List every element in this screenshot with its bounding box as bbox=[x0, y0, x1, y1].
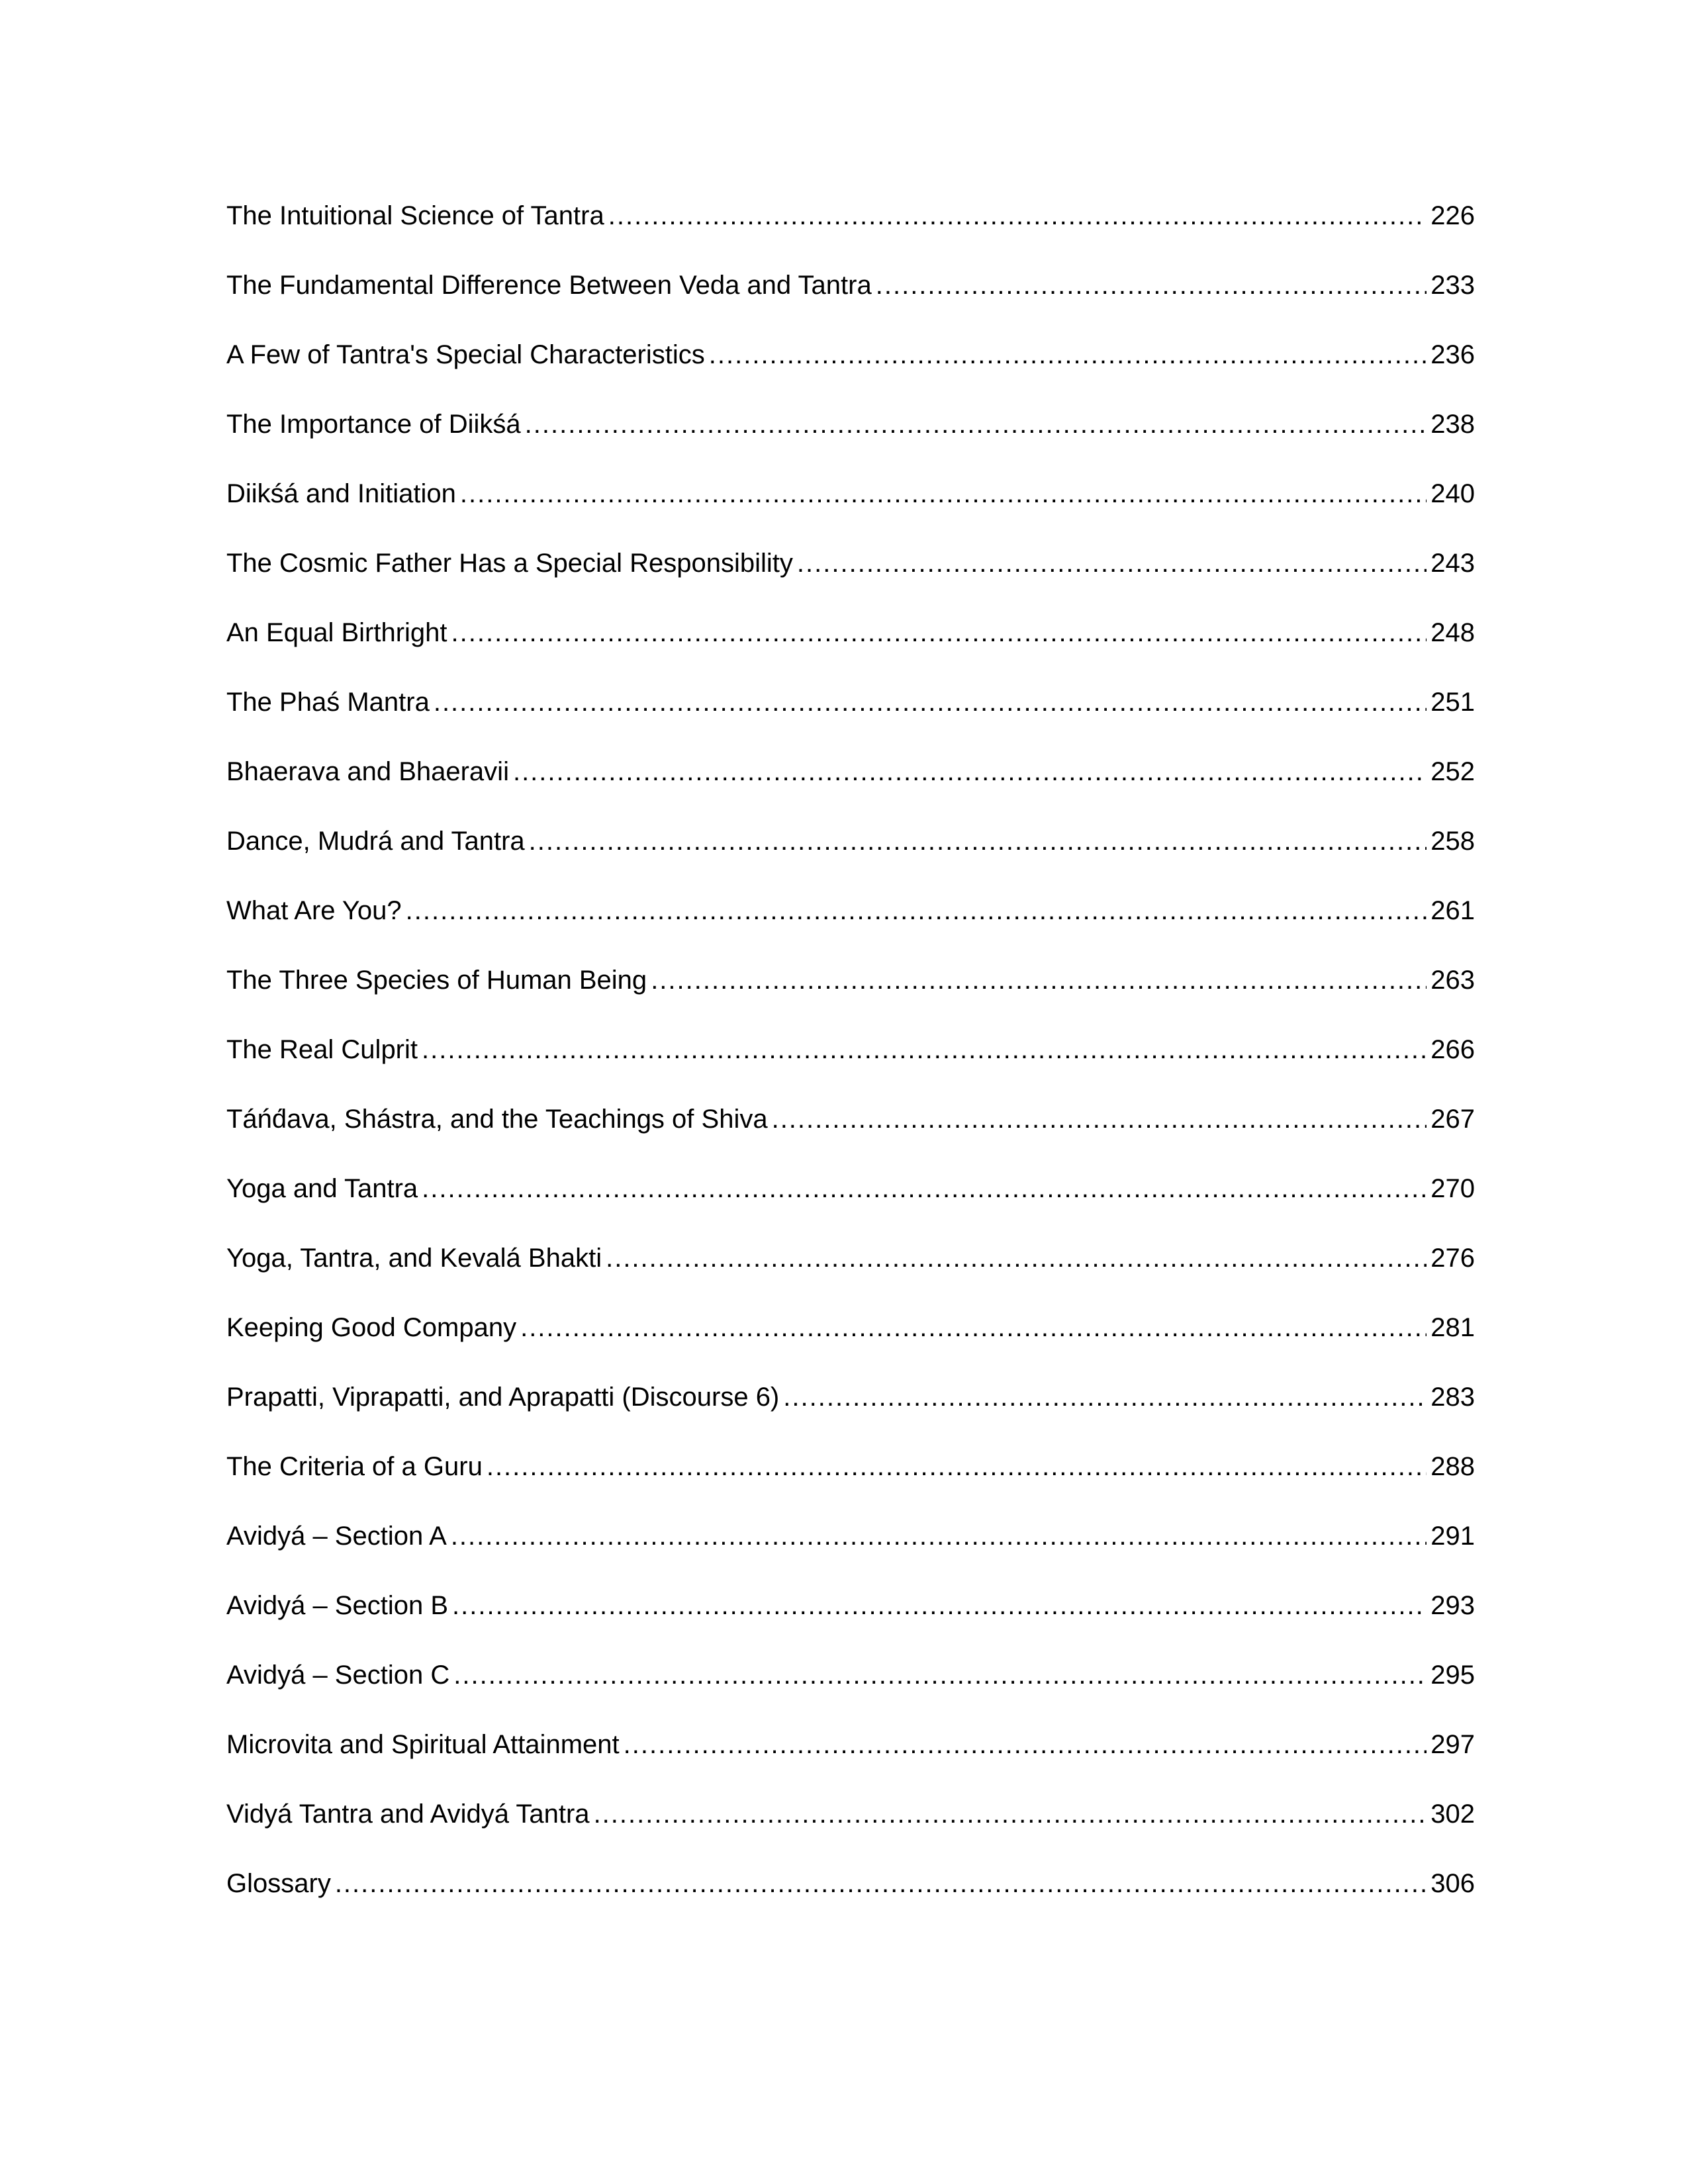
dot-leader bbox=[513, 752, 1427, 792]
toc-entry-page-number: 281 bbox=[1430, 1313, 1475, 1342]
toc-entry-page-number: 306 bbox=[1430, 1869, 1475, 1898]
toc-entry-title[interactable]: The Fundamental Difference Between Veda and Tantra bbox=[226, 271, 872, 300]
toc-entry-title[interactable]: Avidyá – Section C bbox=[226, 1661, 450, 1690]
dot-leader bbox=[451, 613, 1427, 653]
toc-entry-page-number: 263 bbox=[1430, 966, 1475, 995]
toc-entry[interactable] bbox=[226, 335, 1475, 404]
toc-entry-page-number: 291 bbox=[1430, 1522, 1475, 1551]
toc-entry-title[interactable]: Avidyá – Section B bbox=[226, 1591, 449, 1620]
dot-leader bbox=[520, 1308, 1427, 1347]
toc-entry-title[interactable]: Diikśá and Initiation bbox=[226, 479, 456, 508]
toc-entry-page-number: 248 bbox=[1430, 618, 1475, 647]
toc-entry[interactable] bbox=[226, 265, 1475, 335]
toc-entry-title[interactable]: Bhaerava and Bhaeravii bbox=[226, 757, 509, 786]
dot-leader bbox=[606, 1238, 1427, 1278]
toc-entry[interactable] bbox=[226, 196, 1475, 265]
toc-entry-title[interactable]: What Are You? bbox=[226, 896, 402, 925]
dot-leader bbox=[434, 682, 1427, 722]
toc-entry-title[interactable]: Microvita and Spiritual Attainment bbox=[226, 1730, 620, 1759]
toc-entry[interactable] bbox=[226, 1030, 1475, 1099]
table-of-contents bbox=[226, 196, 1475, 1933]
toc-entry-title[interactable]: The Real Culprit bbox=[226, 1035, 418, 1064]
dot-leader bbox=[422, 1030, 1427, 1069]
toc-entry[interactable] bbox=[226, 752, 1475, 821]
toc-entry-page-number: 258 bbox=[1430, 827, 1475, 856]
dot-leader bbox=[529, 821, 1427, 861]
toc-entry-title[interactable]: Táńd́ava, Shástra, and the Teachings of Shiva bbox=[226, 1105, 768, 1134]
toc-entry[interactable] bbox=[226, 682, 1475, 752]
toc-entry-page-number: 236 bbox=[1430, 340, 1475, 369]
toc-entry-page-number: 238 bbox=[1430, 410, 1475, 439]
dot-leader bbox=[422, 1169, 1427, 1208]
toc-entry-title[interactable]: Yoga and Tantra bbox=[226, 1174, 418, 1203]
dot-leader bbox=[651, 960, 1427, 1000]
toc-entry-title[interactable]: A Few of Tantra's Special Characteristics bbox=[226, 340, 705, 369]
toc-entry[interactable] bbox=[226, 821, 1475, 891]
toc-entry-page-number: 270 bbox=[1430, 1174, 1475, 1203]
dot-leader bbox=[594, 1794, 1427, 1834]
toc-entry[interactable] bbox=[226, 891, 1475, 960]
toc-entry[interactable] bbox=[226, 1586, 1475, 1655]
dot-leader bbox=[453, 1655, 1427, 1695]
toc-entry[interactable] bbox=[226, 1794, 1475, 1864]
toc-entry[interactable] bbox=[226, 1238, 1475, 1308]
toc-entry[interactable] bbox=[226, 1516, 1475, 1586]
toc-entry[interactable] bbox=[226, 1377, 1475, 1447]
dot-leader bbox=[487, 1447, 1427, 1486]
toc-entry-page-number: 283 bbox=[1430, 1383, 1475, 1412]
dot-leader bbox=[335, 1864, 1427, 1903]
dot-leader bbox=[624, 1725, 1427, 1764]
toc-entry-page-number: 288 bbox=[1430, 1452, 1475, 1481]
toc-entry-page-number: 243 bbox=[1430, 549, 1475, 578]
dot-leader bbox=[772, 1099, 1427, 1139]
toc-entry[interactable] bbox=[226, 1725, 1475, 1794]
toc-entry-page-number: 295 bbox=[1430, 1661, 1475, 1690]
toc-entry-title[interactable]: Prapatti, Viprapatti, and Aprapatti (Discourse 6) bbox=[226, 1383, 780, 1412]
dot-leader bbox=[406, 891, 1427, 931]
dot-leader bbox=[451, 1516, 1427, 1556]
toc-entry-title[interactable]: The Phaś Mantra bbox=[226, 688, 430, 717]
toc-entry-page-number: 226 bbox=[1430, 201, 1475, 230]
toc-entry-page-number: 252 bbox=[1430, 757, 1475, 786]
toc-entry-page-number: 302 bbox=[1430, 1799, 1475, 1829]
toc-entry-page-number: 240 bbox=[1430, 479, 1475, 508]
toc-entry-page-number: 261 bbox=[1430, 896, 1475, 925]
dot-leader bbox=[876, 265, 1427, 305]
toc-entry-page-number: 267 bbox=[1430, 1105, 1475, 1134]
dot-leader bbox=[460, 474, 1427, 514]
dot-leader bbox=[783, 1377, 1427, 1417]
toc-entry-title[interactable]: Glossary bbox=[226, 1869, 331, 1898]
toc-entry-page-number: 266 bbox=[1430, 1035, 1475, 1064]
toc-entry[interactable] bbox=[226, 1169, 1475, 1238]
toc-entry-title[interactable]: The Criteria of a Guru bbox=[226, 1452, 483, 1481]
dot-leader bbox=[525, 404, 1427, 444]
toc-entry-page-number: 251 bbox=[1430, 688, 1475, 717]
toc-entry[interactable] bbox=[226, 404, 1475, 474]
toc-entry[interactable] bbox=[226, 1308, 1475, 1377]
toc-entry[interactable] bbox=[226, 1447, 1475, 1516]
toc-entry-title[interactable]: The Importance of Diikśá bbox=[226, 410, 521, 439]
toc-entry-title[interactable]: An Equal Birthright bbox=[226, 618, 447, 647]
toc-entry-title[interactable]: Dance, Mudrá and Tantra bbox=[226, 827, 525, 856]
toc-entry-title[interactable]: Avidyá – Section A bbox=[226, 1522, 447, 1551]
toc-entry-page-number: 293 bbox=[1430, 1591, 1475, 1620]
dot-leader bbox=[797, 543, 1427, 583]
toc-entry-page-number: 276 bbox=[1430, 1244, 1475, 1273]
toc-entry-page-number: 233 bbox=[1430, 271, 1475, 300]
toc-entry-title[interactable]: Yoga, Tantra, and Kevalá Bhakti bbox=[226, 1244, 602, 1273]
toc-entry-title[interactable]: The Three Species of Human Being bbox=[226, 966, 647, 995]
toc-entry[interactable] bbox=[226, 1099, 1475, 1169]
toc-entry-title[interactable]: The Intuitional Science of Tantra bbox=[226, 201, 604, 230]
toc-entry-title[interactable]: The Cosmic Father Has a Special Responsibility bbox=[226, 549, 793, 578]
toc-entry[interactable] bbox=[226, 543, 1475, 613]
toc-entry[interactable] bbox=[226, 960, 1475, 1030]
toc-entry-page-number: 297 bbox=[1430, 1730, 1475, 1759]
dot-leader bbox=[452, 1586, 1427, 1625]
toc-entry-title[interactable]: Keeping Good Company bbox=[226, 1313, 517, 1342]
toc-entry[interactable] bbox=[226, 1864, 1475, 1933]
toc-entry[interactable] bbox=[226, 1655, 1475, 1725]
toc-entry-title[interactable]: Vidyá Tantra and Avidyá Tantra bbox=[226, 1799, 590, 1829]
toc-entry[interactable] bbox=[226, 474, 1475, 543]
dot-leader bbox=[709, 335, 1427, 375]
dot-leader bbox=[608, 196, 1427, 236]
toc-entry[interactable] bbox=[226, 613, 1475, 682]
